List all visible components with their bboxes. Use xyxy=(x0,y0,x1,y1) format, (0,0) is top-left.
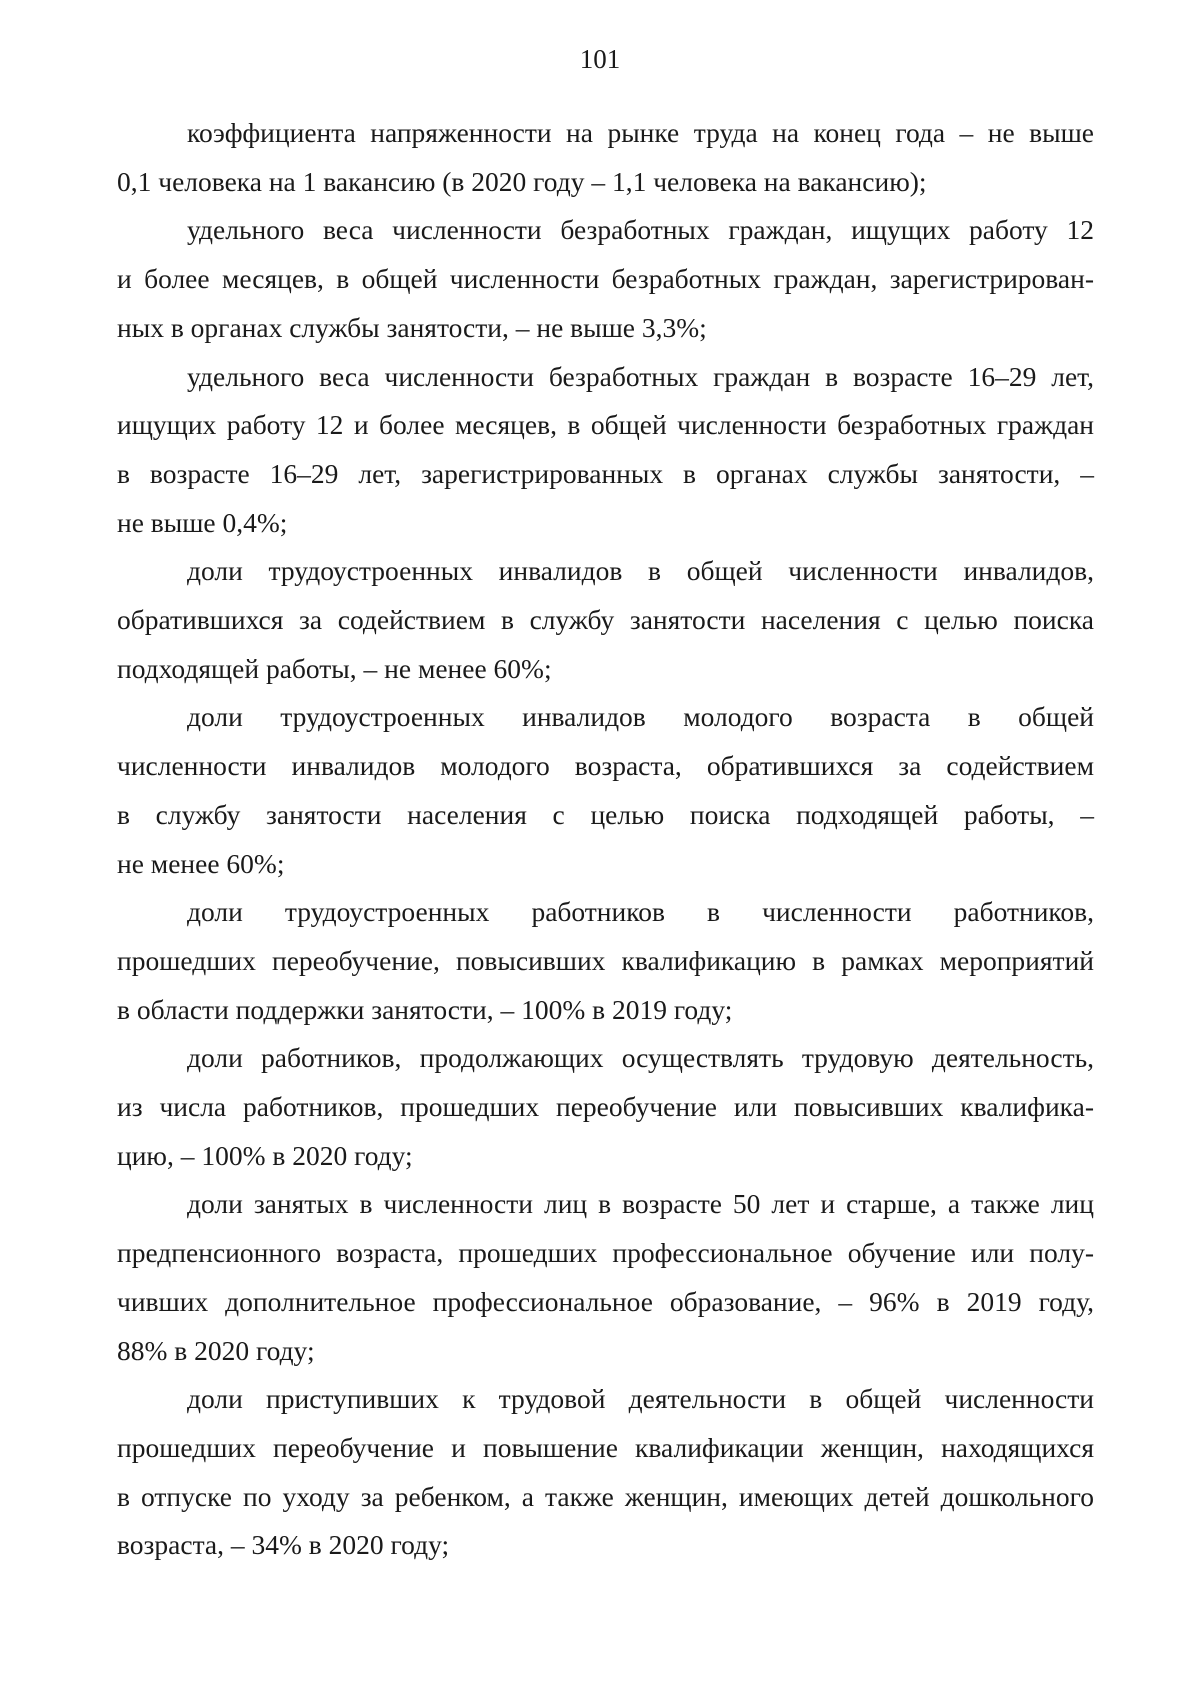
paragraph-employed-disabled-share xyxy=(117,547,1094,693)
text-line: и более месяцев, в общей численности безработных граждан, зарегистрирован- xyxy=(117,263,1094,295)
text-line: доли трудоустроенных работников в численности работников, xyxy=(187,896,1094,928)
paragraph-retrained-workers-employed xyxy=(117,888,1094,1034)
text-line: коэффициента напряженности на рынке труда на конец года – не выше xyxy=(187,117,1094,148)
text-line: ищущих работу 12 и более месяцев, в общей численности безработных граждан xyxy=(117,409,1094,441)
paragraph-youth-long-term-unemployed-share xyxy=(117,353,1094,548)
text-line: в области поддержки занятости, – 100% в 2019 году; xyxy=(117,993,733,1025)
text-line: из числа работников, прошедших переобучение или повысивших квалифика- xyxy=(117,1091,1094,1123)
text-line: возраста, – 34% в 2020 году; xyxy=(117,1529,450,1561)
text-line: 0,1 человека на 1 вакансию (в 2020 году – 1,1 человека на вакансию); xyxy=(117,165,927,197)
text-line: не менее 60%; xyxy=(117,847,285,879)
text-line: доли работников, продолжающих осуществлять трудовую деятельность, xyxy=(187,1042,1094,1074)
text-line: ных в органах службы занятости, – не выше 3,3%; xyxy=(117,311,707,343)
text-line: предпенсионного возраста, прошедших профессиональное обучение или полу- xyxy=(117,1237,1094,1269)
text-line: в возрасте 16–29 лет, зарегистрированных в органах службы занятости, – xyxy=(117,457,1094,489)
text-line: доли занятых в численности лиц в возрасте 50 лет и старше, а также лиц xyxy=(187,1188,1094,1220)
text-line: в службу занятости населения с целью поиска подходящей работы, – xyxy=(117,798,1094,830)
document-body xyxy=(117,109,1094,1570)
text-line: подходящей работы, – не менее 60%; xyxy=(117,652,552,684)
text-line: удельного веса численности безработных граждан, ищущих работу 12 xyxy=(187,214,1094,246)
text-line: численности инвалидов молодого возраста, обратившихся за содействием xyxy=(117,750,1094,782)
text-line: доли трудоустроенных инвалидов молодого возраста в общей xyxy=(187,701,1094,733)
text-line: доли приступивших к трудовой деятельности в общей численности xyxy=(187,1383,1094,1415)
paragraph-labor-tension-coefficient xyxy=(117,109,1094,206)
paragraph-long-term-unemployed-share xyxy=(117,206,1094,352)
paragraph-employed-young-disabled-share xyxy=(117,693,1094,888)
paragraph-employed-50-plus-share xyxy=(117,1180,1094,1375)
text-line: не выше 0,4%; xyxy=(117,506,288,538)
text-line: обратившихся за содействием в службу занятости населения с целью поиска xyxy=(117,604,1094,636)
text-line: в отпуске по уходу за ребенком, а также женщин, имеющих детей дошкольного xyxy=(117,1480,1094,1512)
text-line: прошедших переобучение, повысивших квалификацию в рамках мероприятий xyxy=(117,944,1094,976)
text-line: доли трудоустроенных инвалидов в общей численности инвалидов, xyxy=(187,555,1094,587)
text-line: прошедших переобучение и повышение квалификации женщин, находящихся xyxy=(117,1431,1094,1463)
text-line: 88% в 2020 году; xyxy=(117,1334,315,1366)
text-line: цию, – 100% в 2020 году; xyxy=(117,1139,413,1171)
paragraph-women-returning-to-work xyxy=(117,1375,1094,1570)
paragraph-workers-continuing-employment xyxy=(117,1034,1094,1180)
page-number: 101 xyxy=(579,44,621,74)
text-line: чивших дополнительное профессиональное образование, – 96% в 2019 году, xyxy=(117,1285,1094,1317)
text-line: удельного веса численности безработных граждан в возрасте 16–29 лет, xyxy=(187,360,1094,392)
